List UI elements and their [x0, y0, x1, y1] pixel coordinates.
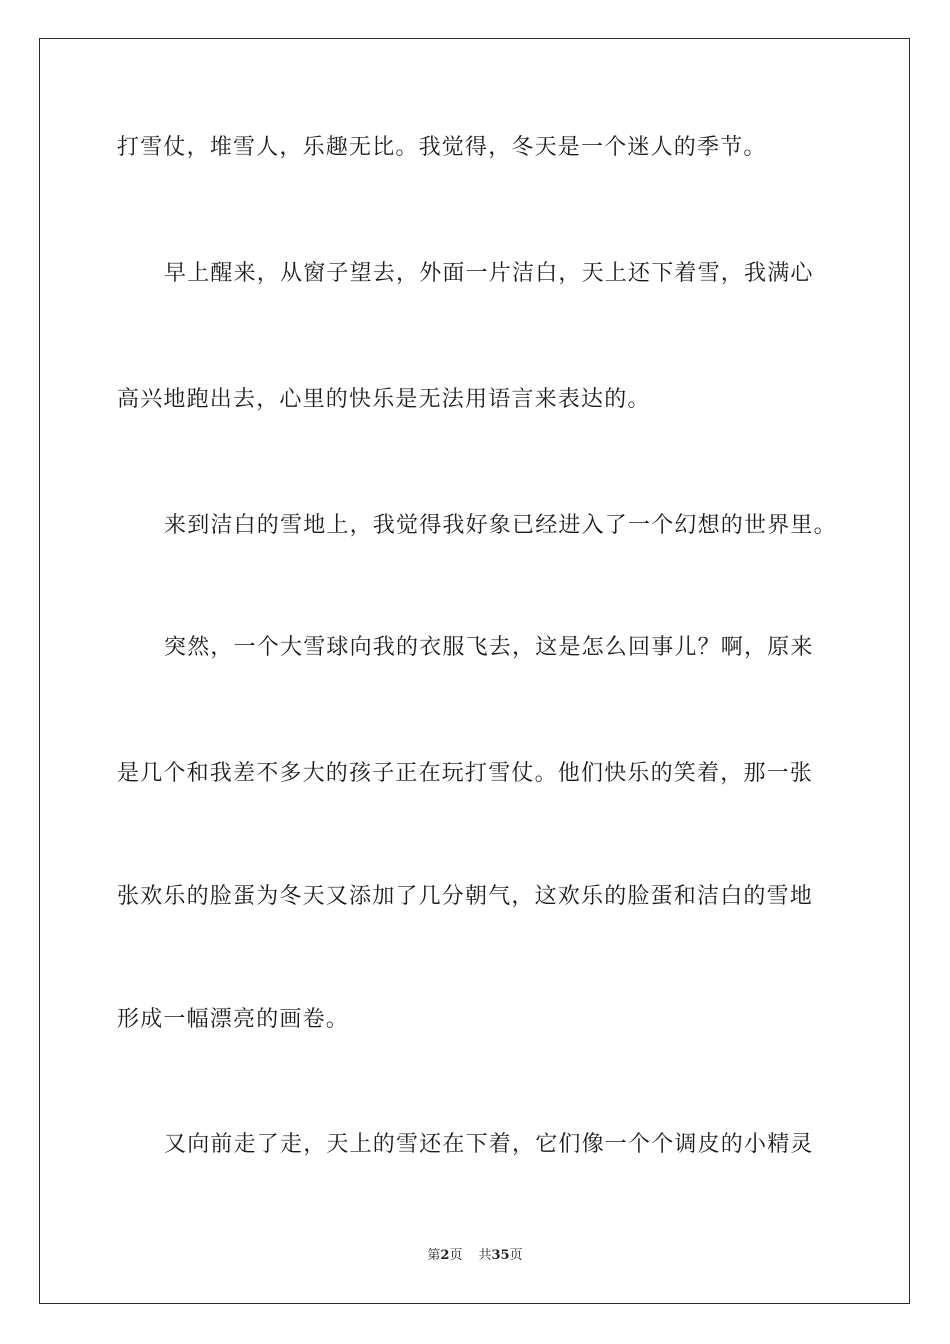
page-border — [39, 38, 910, 1304]
total-pages: 35 — [491, 1248, 510, 1263]
paragraph-line-7: 张欢乐的脸蛋为冬天又添加了几分朝气，这欢乐的脸蛋和洁白的雪地 — [117, 884, 814, 909]
paragraph-line-9: 又向前走了走，天上的雪还在下着，它们像一个个调皮的小精灵 — [164, 1132, 814, 1157]
paragraph-line-1: 打雪仗，堆雪人，乐趣无比。我觉得，冬天是一个迷人的季节。 — [117, 135, 767, 160]
page-number: 2 — [440, 1248, 450, 1263]
paragraph-line-8: 形成一幅漂亮的画卷。 — [117, 1007, 350, 1032]
paragraph-line-6: 是几个和我差不多大的孩子正在玩打雪仗。他们快乐的笑着，那一张 — [117, 761, 814, 786]
total-prefix: 共 — [478, 1248, 492, 1263]
paragraph-line-2: 早上醒来，从窗子望去，外面一片洁白，天上还下着雪，我满心 — [164, 261, 814, 286]
total-suffix: 页 — [509, 1248, 523, 1263]
paragraph-line-3: 高兴地跑出去，心里的快乐是无法用语言来表达的。 — [117, 387, 651, 412]
page-suffix: 页 — [449, 1248, 463, 1263]
page-prefix: 第 — [427, 1248, 441, 1263]
page-footer — [0, 1247, 950, 1265]
paragraph-line-4: 来到洁白的雪地上，我觉得我好象已经进入了一个幻想的世界里。 — [164, 513, 837, 538]
paragraph-line-5: 突然，一个大雪球向我的衣服飞去，这是怎么回事儿？啊，原来 — [164, 635, 814, 660]
